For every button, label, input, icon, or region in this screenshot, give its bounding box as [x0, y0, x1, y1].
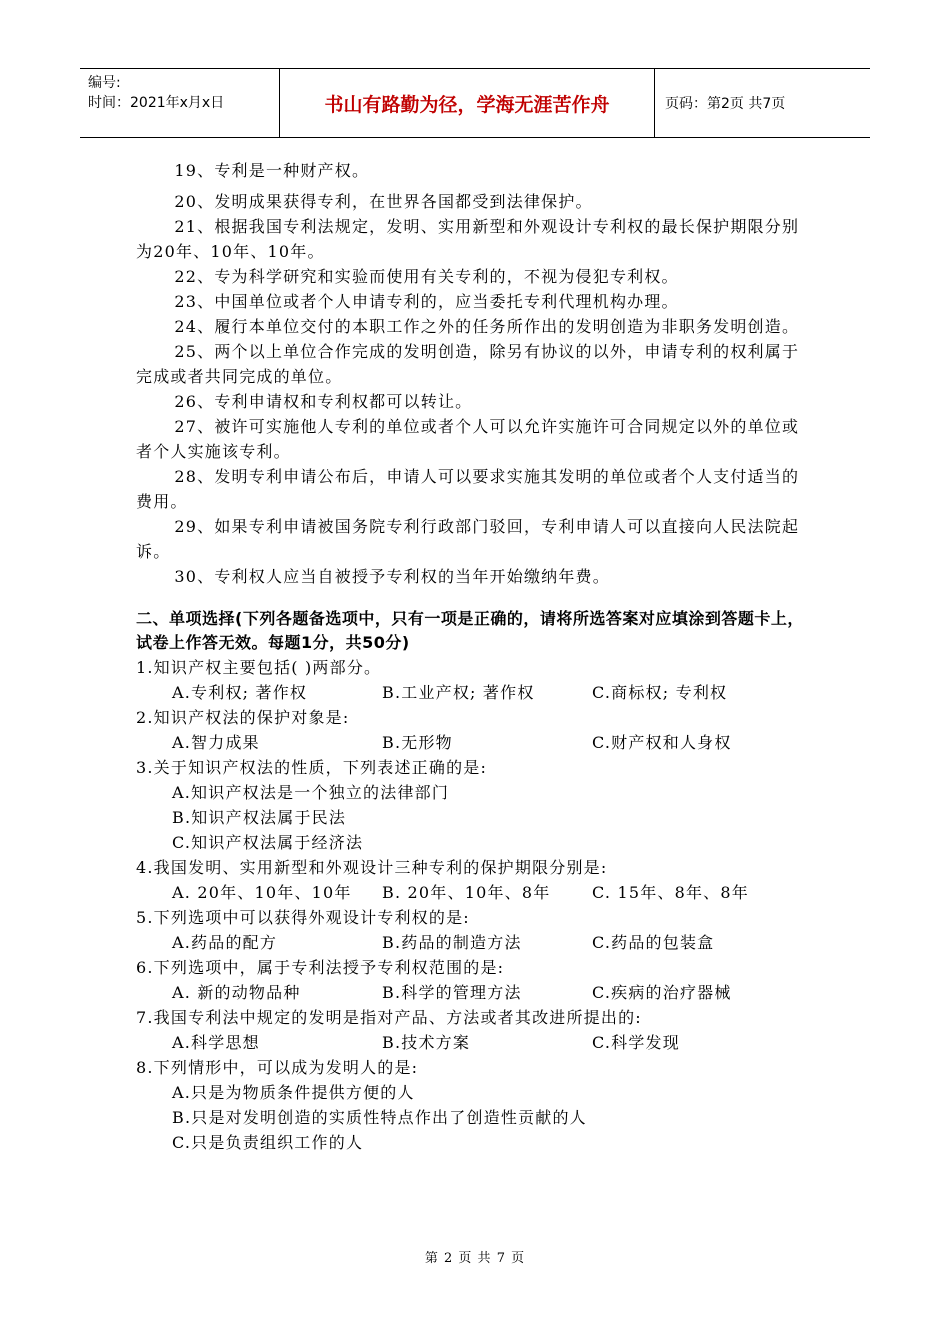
- option-a: A.科学思想: [172, 1033, 260, 1052]
- page-content: [136, 158, 816, 1155]
- header-motto: 书山有路勤为径，学海无涯苦作舟: [280, 69, 655, 137]
- option-b: B.工业产权; 著作权: [382, 683, 535, 702]
- tf-item-30: 30、专利权人应当自被授予专利权的当年开始缴纳年费。: [174, 567, 610, 586]
- document-number-label: 编号:: [88, 75, 121, 91]
- question-7-options: [136, 1030, 816, 1055]
- option-c: C.药品的包装盒: [592, 933, 715, 952]
- option-c: C.只是负责组织工作的人: [172, 1133, 364, 1152]
- tf-item-26: 26、专利申请权和专利权都可以转让。: [174, 392, 473, 411]
- option-c: C.商标权; 专利权: [592, 683, 728, 702]
- question-3: 3.关于知识产权法的性质，下列表述正确的是:: [136, 758, 488, 777]
- question-2-options: [136, 730, 816, 755]
- option-c: C.疾病的治疗器械: [592, 983, 732, 1002]
- option-c: C.科学发现: [592, 1033, 680, 1052]
- question-1-options: [136, 680, 816, 705]
- option-a: A.智力成果: [172, 733, 260, 752]
- page-header: [80, 68, 870, 138]
- question-5: 5.下列选项中可以获得外观设计专利权的是:: [136, 908, 470, 927]
- tf-item-25: 25、两个以上单位合作完成的发明创造，除另有协议的以外，申请专利的权利属于完成或者共同完成的单位。: [136, 342, 800, 386]
- question-4: 4.我国发明、实用新型和外观设计三种专利的保护期限分别是:: [136, 858, 608, 877]
- question-1: 1.知识产权主要包括( )两部分。: [136, 658, 382, 677]
- option-b: B.无形物: [382, 733, 453, 752]
- question-8: 8.下列情形中，可以成为发明人的是:: [136, 1058, 419, 1077]
- tf-item-22: 22、专为科学研究和实验而使用有关专利的，不视为侵犯专利权。: [174, 267, 679, 286]
- tf-item-20: 20、发明成果获得专利，在世界各国都受到法律保护。: [174, 192, 593, 211]
- tf-item-24: 24、履行本单位交付的本职工作之外的任务所作出的发明创造为非职务发明创造。: [174, 317, 800, 336]
- option-b: B. 20年、10年、8年: [382, 883, 551, 902]
- question-6: 6.下列选项中，属于专利法授予专利权范围的是:: [136, 958, 505, 977]
- option-a: A.知识产权法是一个独立的法律部门: [172, 783, 450, 802]
- tf-item-28: 28、发明专利申请公布后，申请人可以要求实施其发明的单位或者个人支付适当的费用。: [136, 467, 800, 511]
- question-4-options: [136, 880, 816, 905]
- option-b: B.药品的制造方法: [382, 933, 522, 952]
- option-c: C. 15年、8年、8年: [592, 883, 749, 902]
- header-meta: [80, 69, 280, 137]
- tf-item-27: 27、被许可实施他人专利的单位或者个人可以允许实施许可合同规定以外的单位或者个人实施该专利。: [136, 417, 800, 461]
- question-6-options: [136, 980, 816, 1005]
- tf-item-21: 21、根据我国专利法规定，发明、实用新型和外观设计专利权的最长保护期限分别为20年、10年、10年。: [136, 217, 800, 261]
- option-a: A.专利权; 著作权: [172, 683, 308, 702]
- tf-item-23: 23、中国单位或者个人申请专利的，应当委托专利代理机构办理。: [174, 292, 679, 311]
- section-2-title: 二、单项选择(下列各题备选项中，只有一项是正确的，请将所选答案对应填涂到答题卡上，试卷上作答无效。每题1分，共50分): [136, 609, 804, 652]
- option-a: A.药品的配方: [172, 933, 278, 952]
- question-5-options: [136, 930, 816, 955]
- option-b: B.技术方案: [382, 1033, 471, 1052]
- question-7: 7.我国专利法中规定的发明是指对产品、方法或者其改进所提出的:: [136, 1008, 642, 1027]
- option-b: B.科学的管理方法: [382, 983, 522, 1002]
- option-c: C.财产权和人身权: [592, 733, 732, 752]
- tf-item-19: 19、专利是一种财产权。: [174, 161, 370, 180]
- option-b: B.只是对发明创造的实质性特点作出了创造性贡献的人: [172, 1108, 587, 1127]
- option-a: A. 20年、10年、10年: [172, 883, 352, 902]
- tf-item-29: 29、如果专利申请被国务院专利行政部门驳回，专利申请人可以直接向人民法院起诉。: [136, 517, 800, 561]
- option-a: A.只是为物质条件提供方便的人: [172, 1083, 415, 1102]
- document-time: 时间：2021年x月x日: [88, 95, 225, 111]
- option-c: C.知识产权法属于经济法: [172, 833, 364, 852]
- header-page-info: 页码：第2页 共7页: [665, 96, 786, 112]
- page-footer: 第 2 页 共 7 页: [424, 1251, 526, 1266]
- question-2: 2.知识产权法的保护对象是:: [136, 708, 350, 727]
- option-b: B.知识产权法属于民法: [172, 808, 347, 827]
- option-a: A. 新的动物品种: [172, 983, 301, 1002]
